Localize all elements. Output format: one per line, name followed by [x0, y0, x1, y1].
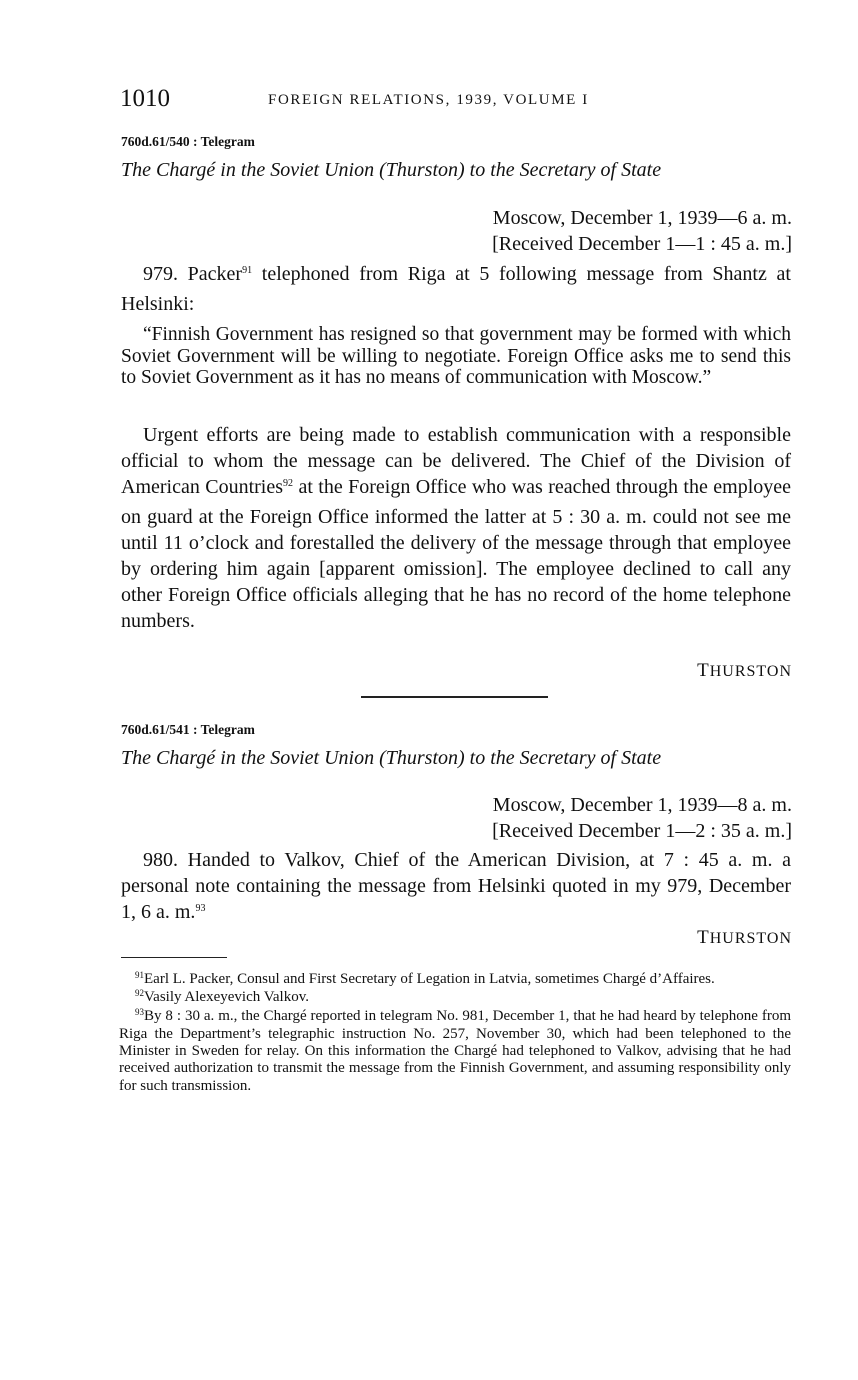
running-head: FOREIGN RELATIONS, 1939, VOLUME I — [268, 92, 589, 108]
footnote-number: 91 — [135, 970, 144, 980]
signature-rest: HURSTON — [709, 663, 792, 680]
footnote-number: 93 — [135, 1006, 144, 1017]
footnote — [119, 1008, 791, 1095]
footnote — [119, 989, 791, 1007]
section-divider — [361, 696, 548, 698]
footnote-text: By 8 : 30 a. m., the Chargé reported in telegram No. 981, December 1, that he had heard by telephone from Riga the Department’s telegraphic instruction No. 257, November 30, which had been telephoned to the Minister in Sweden for relay. On this information the Chargé had telephoned to Valkov, advising that he had received authorization to transmit the message from the Finnish Government, and assuming responsibility only for such transmission. — [119, 1007, 791, 1094]
footnote — [119, 971, 791, 989]
received-line: [Received December 1—1 : 45 a. m.] — [492, 233, 792, 255]
footnote-rule — [121, 957, 227, 958]
paragraph — [121, 422, 791, 634]
signature — [697, 928, 792, 949]
file-number: 760d.61/540 : Telegram — [121, 134, 255, 149]
document-title: The Chargé in the Soviet Union (Thurston) to the Secretary of State — [121, 159, 662, 181]
paragraph-text: Urgent efforts are being made to establish communication with a responsible official to whom the message can be delivered. The Chief of the Division of American Countries — [121, 424, 791, 498]
file-number: 760d.61/541 : Telegram — [121, 722, 255, 737]
document-title: The Chargé in the Soviet Union (Thurston) to the Secretary of State — [121, 747, 662, 769]
signature-initial: T — [697, 660, 710, 681]
paragraph-text: at the Foreign Office who was reached through the employee on guard at the Foreign Office informed the latter at 5 : 30 a. m. could not see me until 11 o’clock and forestalled the delivery of the message through that employee by ordering him again [apparent omission]. The employee declined to call any other Foreign Office officials alleging that he has no record of the home telephone numbers. — [121, 476, 791, 632]
footnote-number: 92 — [135, 988, 144, 999]
paragraph-text: telephoned from Riga at 5 following message from Shantz at Helsinki: — [121, 263, 791, 315]
paragraph — [121, 261, 791, 317]
paragraph-text: 980. Handed to Valkov, Chief of the American Division, at 7 : 45 a. m. a personal note containing the message from Helsinki quoted in my 979, December 1, 6 a. m. — [121, 849, 791, 923]
dateline: Moscow, December 1, 1939—6 a. m. — [492, 207, 792, 229]
footnote-text: Vasily Alexeyevich Valkov. — [144, 989, 309, 1006]
quoted-message: “Finnish Government has resigned so that government may be formed with which Soviet Government will be willing to negotiate. Foreign Office asks me to send this to Soviet Government as it has no means of communication with Moscow.” — [121, 324, 791, 388]
received-line: [Received December 1—2 : 35 a. m.] — [492, 820, 792, 842]
signature-rest: HURSTON — [709, 930, 792, 947]
signature — [697, 661, 792, 682]
page-header — [120, 84, 792, 118]
page-number: 1010 — [120, 85, 170, 112]
dateline: Moscow, December 1, 1939—8 a. m. — [492, 794, 792, 816]
paragraph-text: 979. Packer — [143, 263, 243, 285]
signature-initial: T — [697, 927, 710, 948]
footnote-ref: 93 — [195, 903, 206, 914]
paragraph — [121, 847, 791, 929]
footnote-ref: 92 — [283, 478, 294, 489]
footnote-text: Earl L. Packer, Consul and First Secretary of Legation in Latvia, sometimes Chargé d’Affaires. — [144, 971, 715, 987]
footnotes — [119, 971, 791, 1095]
footnote-ref: 91 — [242, 265, 253, 276]
